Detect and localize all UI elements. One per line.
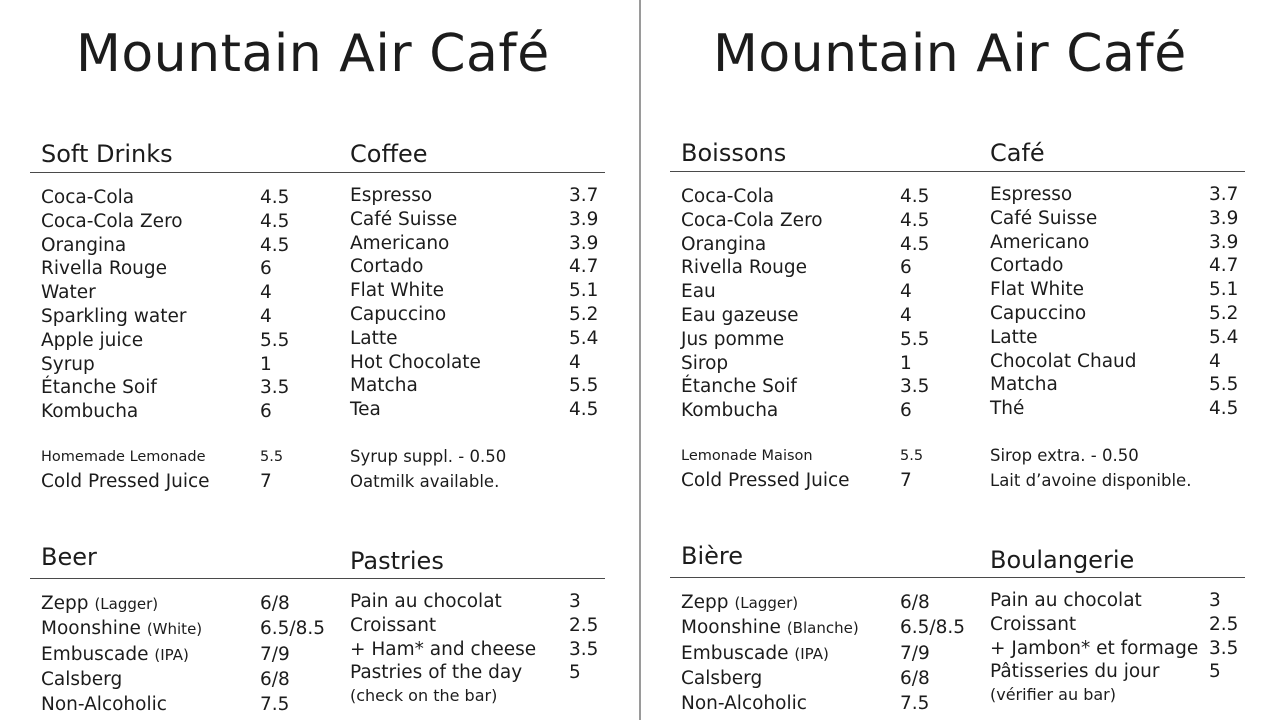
menu-item — [681, 233, 936, 257]
menu-item — [990, 302, 1245, 326]
coffee-notes — [350, 444, 605, 494]
menu-item-name: Étanche Soif — [681, 376, 797, 398]
menu-item-name — [41, 591, 158, 617]
menu-item-name: Croissant — [990, 613, 1077, 635]
menu-item-price: 5 — [569, 662, 581, 684]
menu-item — [350, 374, 605, 398]
menu-item-price: 6 — [260, 258, 272, 280]
section-header-drinks-coffee — [30, 136, 605, 173]
menu-item-name: Flat White — [990, 279, 1085, 301]
menu-item-price: 4 — [900, 281, 912, 303]
menu-item-name: Sparkling water — [41, 305, 187, 327]
menu-item-price: 5.4 — [1209, 326, 1239, 348]
menu-item — [350, 327, 605, 351]
menu-item-price: 5.1 — [1209, 279, 1239, 301]
menu-item-price: 3.9 — [1209, 231, 1239, 253]
soft-drinks-extras — [681, 445, 936, 493]
menu-item-name: Sirop — [681, 352, 729, 374]
menu-item — [990, 350, 1245, 374]
menu-item-price: 4 — [1209, 350, 1221, 372]
menu-item — [990, 207, 1245, 231]
menu-item — [350, 614, 605, 638]
menu-item — [681, 590, 936, 615]
menu-item — [681, 209, 936, 233]
coffee-list — [990, 183, 1245, 421]
soft-drinks-extras — [41, 446, 296, 494]
beer-name: Non-Alcoholic — [41, 694, 167, 716]
menu-item — [681, 691, 936, 716]
section-header-drinks-coffee — [670, 135, 1245, 172]
menu-item — [41, 257, 296, 281]
menu-item — [681, 328, 936, 352]
menu-item-name: Chocolat Chaud — [990, 350, 1137, 372]
menu-item — [681, 375, 936, 399]
menu-item-price: 6 — [900, 400, 912, 422]
menu-item — [41, 616, 326, 641]
menu-item-price: 6/8 — [900, 592, 930, 613]
menu-item-name: Coca-Cola Zero — [681, 209, 823, 231]
pastries-list — [990, 589, 1245, 706]
menu-item-name: Matcha — [990, 374, 1058, 396]
menu-item-name: Café Suisse — [350, 208, 458, 230]
menu-item-price: 1 — [260, 353, 272, 375]
menu-item — [350, 279, 605, 303]
menu-item — [350, 638, 605, 662]
coffee-note: Oatmilk available. — [350, 472, 500, 491]
menu-item — [41, 470, 296, 494]
menu-item-price: 6.5/8.5 — [260, 618, 326, 640]
menu-item-price: 6/8 — [260, 668, 290, 690]
menu-item-name: Latte — [990, 326, 1038, 348]
menu-item — [681, 185, 936, 209]
menu-item-price: 5.5 — [900, 448, 924, 464]
menu-item-name: Americano — [350, 232, 450, 254]
menu-item-name: Coca-Cola — [681, 186, 775, 207]
menu-item-price: 6/8 — [260, 593, 290, 614]
menu-item — [41, 186, 296, 210]
menu-item-name: Café Suisse — [990, 207, 1098, 229]
menu-item-name: Pain au chocolat — [350, 591, 502, 612]
beer-name: Non-Alcoholic — [681, 693, 807, 715]
menu-item-price: 5.2 — [1209, 302, 1239, 324]
menu-item-price: 7.5 — [900, 693, 930, 715]
beer-name: Moonshine — [681, 617, 781, 639]
menu-item — [41, 305, 296, 329]
menu-item-name: Pain au chocolat — [990, 590, 1142, 611]
menu-item-price: 5 — [1209, 661, 1221, 683]
menu-item-name — [41, 667, 122, 692]
menu-item-name: Eau gazeuse — [681, 304, 799, 326]
menu-item-price: 5.4 — [569, 327, 599, 349]
menu-item-price: 4.7 — [1209, 255, 1239, 277]
menu-item-name: Coca-Cola — [41, 187, 135, 208]
menu-item-name — [681, 641, 829, 667]
menu-title: Mountain Air Café — [76, 24, 550, 84]
menu-item — [990, 278, 1245, 302]
menu-item-price: 5.1 — [569, 280, 599, 302]
beer-style: (IPA) — [154, 645, 189, 664]
menu-item-price: 4.5 — [900, 186, 930, 207]
soft-drinks-list — [681, 185, 936, 423]
menu-item-price: 4.5 — [260, 234, 290, 256]
section-heading-beer: Bière — [681, 542, 744, 570]
menu-item — [350, 590, 605, 614]
beer-style: (Lagger) — [94, 595, 159, 613]
menu-item-price: 6 — [260, 401, 272, 423]
menu-item-price: 3.7 — [1209, 184, 1239, 205]
menu-item-price: 4.5 — [260, 187, 290, 208]
section-header-beer-pastries — [30, 542, 605, 579]
menu-item-name: Capuccino — [350, 303, 447, 325]
menu-item-price: 4.5 — [260, 210, 290, 232]
menu-item-name: Homemade Lemonade — [41, 449, 206, 465]
section-heading-pastries: Boulangerie — [990, 546, 1135, 574]
beer-style: (White) — [146, 620, 203, 639]
menu-item-name: Lemonade Maison — [681, 448, 813, 464]
menu-item-price: 3.5 — [900, 376, 930, 398]
menu-item — [990, 254, 1245, 278]
beer-style: (Blanche) — [786, 619, 859, 638]
menu-item-name: Tea — [350, 399, 381, 421]
menu-item-price: 7/9 — [260, 643, 290, 665]
menu-item — [350, 661, 605, 685]
menu-item-name: Cold Pressed Juice — [681, 469, 850, 491]
menu-item-name: Syrup — [41, 353, 95, 375]
menu-item-price: 6/8 — [900, 667, 930, 689]
menu-item-price: 4.5 — [900, 209, 930, 231]
menu-item — [41, 210, 296, 234]
menu-item — [990, 637, 1245, 661]
menu-item — [41, 353, 296, 377]
section-heading-soft-drinks: Boissons — [681, 139, 787, 167]
menu-item-price: 4.5 — [1209, 398, 1239, 420]
menu-item-name: Croissant — [350, 614, 437, 636]
beer-name: Calsberg — [681, 667, 763, 689]
menu-item-price: 7.5 — [260, 694, 290, 716]
menu-item-name: Pâtisseries du jour — [990, 661, 1160, 683]
pastries-list — [350, 590, 605, 707]
menu-item — [681, 445, 936, 469]
section-heading-beer: Beer — [41, 543, 97, 571]
menu-item — [41, 591, 296, 616]
menu-item — [681, 641, 936, 666]
menu-item-name: Latte — [350, 327, 398, 349]
menu-item-price: 3.7 — [569, 185, 599, 206]
menu-item-name: Kombucha — [681, 400, 779, 422]
menu-item-name: Cortado — [350, 256, 424, 278]
menu-item-name: Capuccino — [990, 302, 1087, 324]
menu-item-name: Espresso — [990, 184, 1073, 205]
coffee-list — [350, 184, 605, 422]
menu-item-name — [41, 692, 167, 717]
menu-item — [41, 400, 296, 424]
beer-style: (IPA) — [794, 644, 829, 663]
menu-item-name — [681, 615, 859, 641]
pastries-note: (check on the bar) — [350, 686, 498, 706]
beer-list — [41, 591, 326, 717]
menu-item-price: 4 — [260, 305, 272, 327]
menu-item-name — [681, 590, 798, 616]
menu-item-name: Cold Pressed Juice — [41, 470, 210, 492]
section-header-beer-pastries — [670, 541, 1245, 578]
menu-item — [41, 642, 296, 667]
menu-item — [350, 303, 605, 327]
menu-item-price: 5.5 — [900, 328, 930, 350]
menu-item-name — [41, 616, 202, 642]
menu-item-price: 4 — [900, 304, 912, 326]
menu-item — [990, 613, 1245, 637]
menu-item-price: 1 — [900, 352, 912, 374]
menu-item-name: Cortado — [990, 255, 1064, 277]
menu-item-name: Thé — [990, 398, 1025, 420]
menu-item-name: Rivella Rouge — [681, 257, 808, 279]
section-heading-soft-drinks: Soft Drinks — [41, 140, 173, 168]
menu-item — [350, 208, 605, 232]
menu-item-name: + Jambon* et formage — [990, 637, 1199, 659]
menu-item-price: 2.5 — [1209, 613, 1239, 635]
menu-item-price: 4.5 — [569, 399, 599, 421]
menu-item — [41, 667, 296, 692]
coffee-note: Syrup suppl. - 0.50 — [350, 447, 507, 466]
menu-item — [990, 397, 1245, 421]
menu-item-name: Espresso — [350, 185, 433, 206]
menu-item — [681, 666, 936, 691]
menu-item — [681, 280, 936, 304]
menu-item-name: Apple juice — [41, 329, 144, 351]
menu-item — [681, 615, 966, 640]
menu-item-price: 3.9 — [569, 232, 599, 254]
menu-item-price: 4 — [260, 282, 272, 304]
menu-item — [350, 255, 605, 279]
menu-item — [41, 329, 296, 353]
menu-item — [350, 232, 605, 256]
menu-item-price: 7/9 — [900, 642, 930, 664]
coffee-notes — [990, 443, 1245, 493]
menu-item — [41, 376, 296, 400]
menu-item-name — [681, 691, 807, 716]
beer-name: Zepp — [681, 592, 729, 613]
menu-item-price: 3 — [1209, 590, 1221, 611]
menu-item-name: Matcha — [350, 375, 418, 397]
menu-item — [41, 692, 296, 717]
menu-item — [990, 589, 1245, 613]
menu-item — [990, 183, 1245, 207]
menu-item-price: 7 — [900, 469, 912, 491]
menu-item-name: Water — [41, 282, 96, 304]
section-heading-coffee: Café — [990, 139, 1045, 167]
menu-item-price: 5.5 — [1209, 374, 1239, 396]
menu-item — [990, 660, 1245, 684]
menu-item — [990, 231, 1245, 255]
menu-item-name: + Ham* and cheese — [350, 638, 537, 660]
beer-name: Embuscade — [681, 642, 789, 664]
menu-item-price: 4.7 — [569, 256, 599, 278]
menu-item-price: 2.5 — [569, 614, 599, 636]
menu-item — [350, 398, 605, 422]
beer-name: Embuscade — [41, 643, 149, 665]
menu-item-name: Orangina — [681, 233, 767, 255]
beer-name: Moonshine — [41, 618, 141, 640]
coffee-note: Lait d’avoine disponible. — [990, 471, 1192, 490]
menu-item-price: 5.5 — [260, 449, 284, 465]
menu-item-name: Americano — [990, 231, 1090, 253]
soft-drinks-list — [41, 186, 296, 424]
menu-item — [350, 184, 605, 208]
beer-name: Zepp — [41, 593, 89, 614]
section-heading-pastries: Pastries — [350, 547, 444, 575]
menu-item-price: 3.9 — [1209, 207, 1239, 229]
coffee-note: Sirop extra. - 0.50 — [990, 446, 1139, 465]
menu-item-price: 4.5 — [900, 233, 930, 255]
menu-item-name: Coca-Cola Zero — [41, 210, 183, 232]
menu-item-price: 3.9 — [569, 208, 599, 230]
menu-item-price: 3 — [569, 591, 581, 612]
menu-item — [41, 234, 296, 258]
menu-item-price: 7 — [260, 470, 272, 492]
section-heading-coffee: Coffee — [350, 140, 428, 168]
menu-item-price: 5.5 — [569, 375, 599, 397]
menu-item — [41, 281, 296, 305]
menu-item — [681, 399, 936, 423]
menu-item-price: 6.5/8.5 — [900, 617, 966, 639]
menu-item-price: 5.5 — [260, 329, 290, 351]
menu-item — [990, 373, 1245, 397]
menu-item-price: 3.5 — [1209, 637, 1239, 659]
beer-list — [681, 590, 966, 716]
menu-title: Mountain Air Café — [713, 24, 1187, 84]
menu-item-name: Jus pomme — [681, 328, 785, 350]
menu-item-price: 3.5 — [260, 377, 290, 399]
menu-item-name: Orangina — [41, 234, 127, 256]
menu-item-name: Étanche Soif — [41, 377, 157, 399]
menu-item-name: Flat White — [350, 280, 445, 302]
menu-item-price: 4 — [569, 351, 581, 373]
menu-item-name: Pastries of the day — [350, 662, 523, 684]
menu-item — [681, 352, 936, 376]
menu-item — [41, 446, 296, 470]
menu-page-french — [641, 0, 1280, 720]
menu-item-name: Rivella Rouge — [41, 258, 168, 280]
menu-item — [681, 469, 936, 493]
menu-item-name: Hot Chocolate — [350, 351, 481, 373]
menu-item — [350, 351, 605, 375]
menu-item — [990, 326, 1245, 350]
beer-style: (Lagger) — [734, 594, 799, 612]
beer-name: Calsberg — [41, 668, 123, 690]
menu-item-name — [681, 666, 762, 691]
menu-item-price: 5.2 — [569, 303, 599, 325]
pastries-note: (vérifier au bar) — [990, 685, 1116, 705]
menu-item-name: Eau — [681, 281, 716, 303]
menu-item — [681, 304, 936, 328]
menu-item-price: 3.5 — [569, 638, 599, 660]
menu-item — [681, 256, 936, 280]
menu-item-price: 6 — [900, 257, 912, 279]
menu-item-name — [41, 642, 189, 668]
menu-item-name: Kombucha — [41, 401, 139, 423]
